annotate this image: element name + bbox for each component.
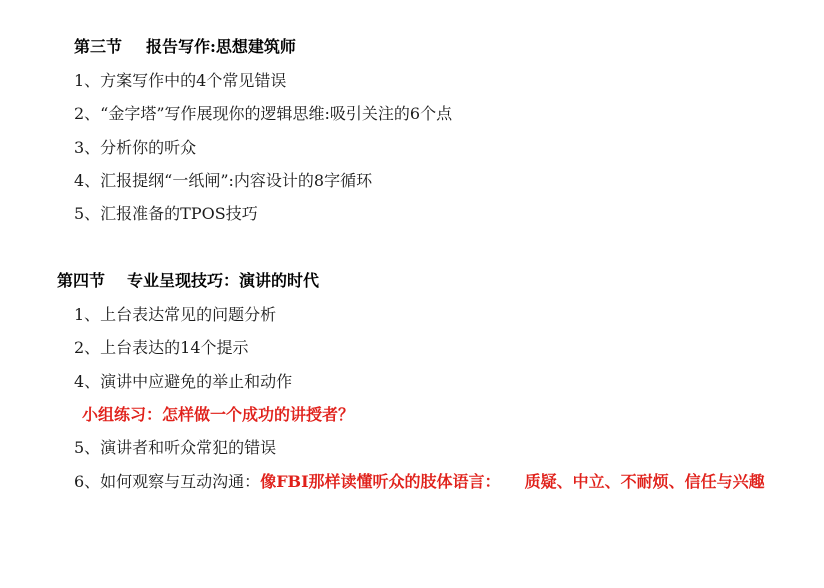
section4-item-6 xyxy=(74,472,765,492)
section3-item-4: 4、汇报提纲“一纸闸”:内容设计的8字循环 xyxy=(74,171,373,190)
section4-item-1: 1、上台表达常见的问题分析 xyxy=(74,305,277,324)
section4-item-2: 2、上台表达的14个提示 xyxy=(74,338,249,357)
item6-prefix: 6、如何观察与互动沟通： xyxy=(74,472,261,491)
section4-heading xyxy=(57,271,319,291)
section3-number: 第三节 xyxy=(74,37,123,56)
section3-item-1: 1、方案写作中的4个常见错误 xyxy=(74,71,287,90)
item6-tail: 质疑、中立、不耐烦、信任与兴趣 xyxy=(524,472,765,491)
section4-number: 第四节 xyxy=(57,271,106,290)
item6-highlight: 像FBI那样读懂听众的肢体语言： xyxy=(260,472,501,491)
section3-title: 报告写作:思想建筑师 xyxy=(146,37,296,56)
group-exercise: 小组练习：怎样做一个成功的讲授者？ xyxy=(82,405,355,424)
section3-item-3: 3、分析你的听众 xyxy=(74,138,197,157)
section3-item-2: 2、“金字塔”写作展现你的逻辑思维:吸引关注的6个点 xyxy=(74,104,453,123)
section4-title: 专业呈现技巧：演讲的时代 xyxy=(127,271,320,290)
section4-item-5: 5、演讲者和听众常犯的错误 xyxy=(74,438,277,457)
section3-heading xyxy=(74,37,296,57)
section3-item-5: 5、汇报准备的TPOS技巧 xyxy=(74,204,258,223)
section4-item-4: 4、演讲中应避免的举止和动作 xyxy=(74,372,293,391)
